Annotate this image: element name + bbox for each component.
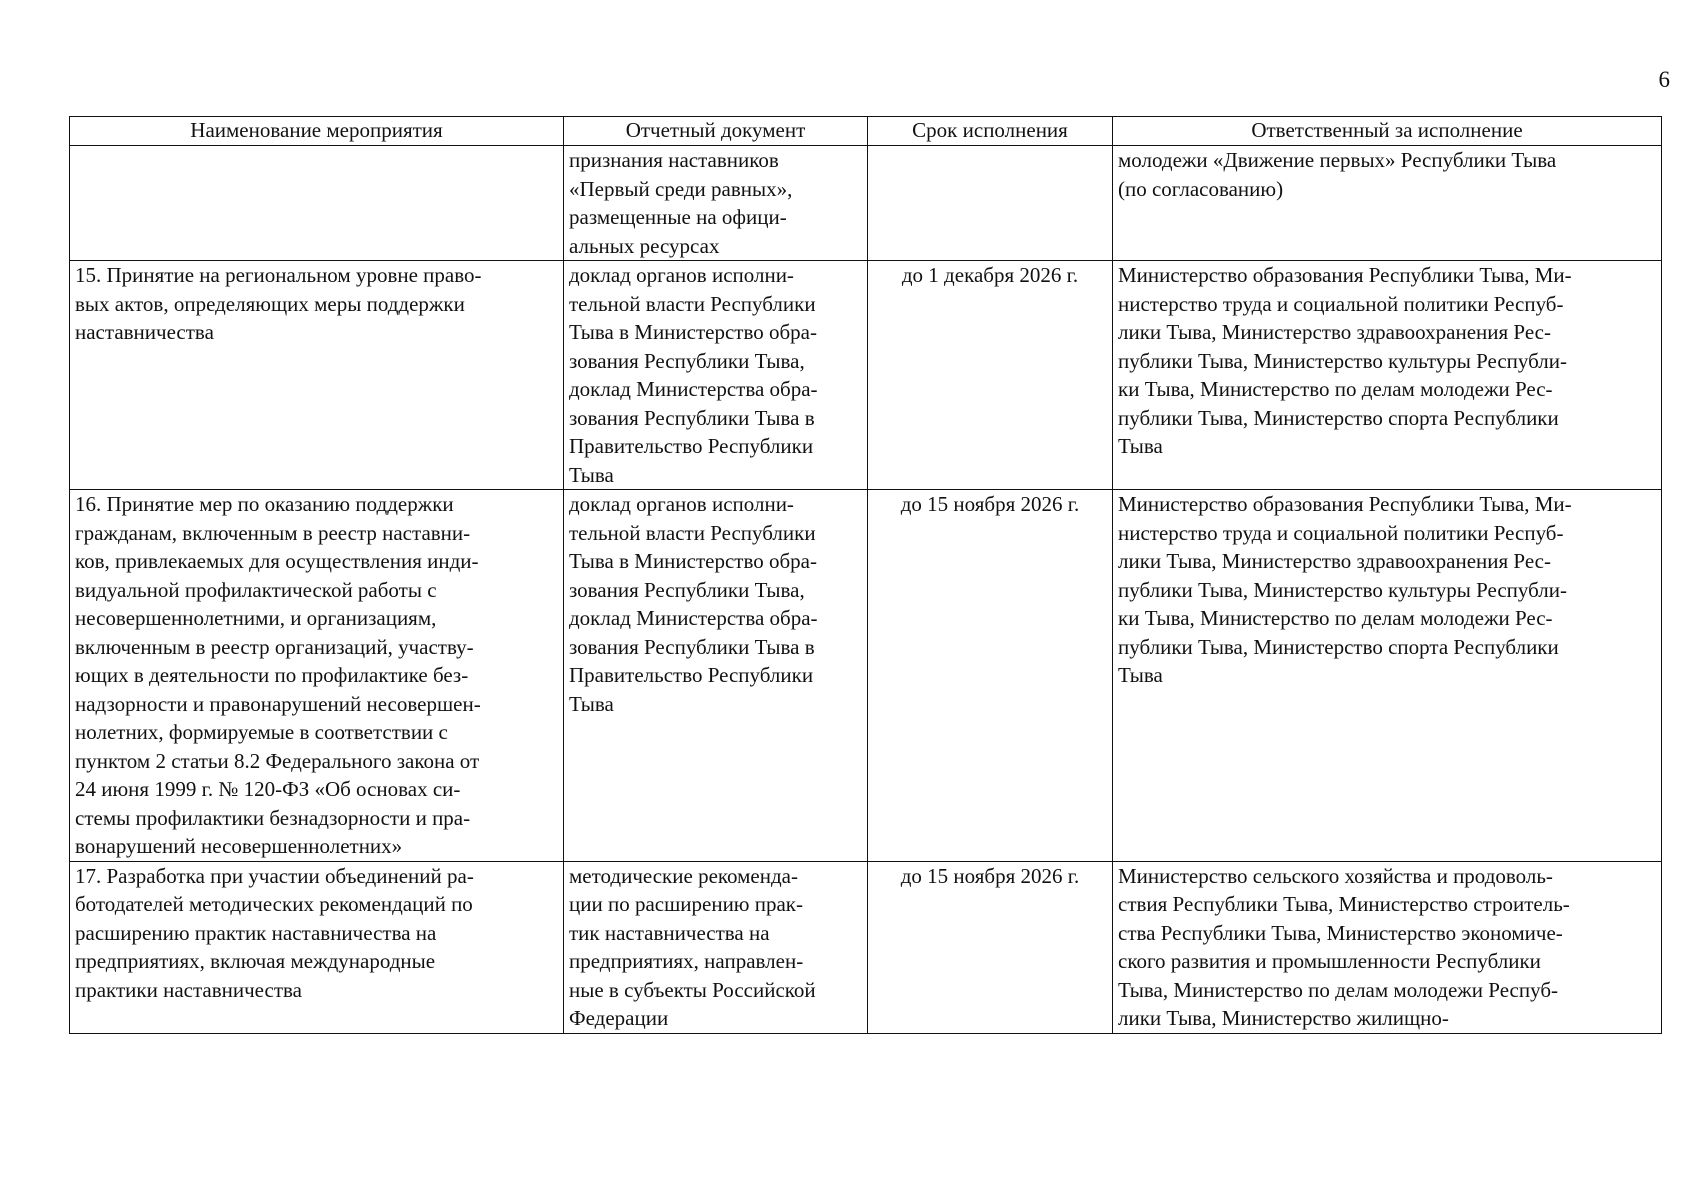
cell-text-line: методические рекоменда- [569, 863, 798, 888]
cell-text-line: публики Тыва, Министерство спорта Республики [1118, 405, 1559, 430]
cell-text-line: зования Республики Тыва в [569, 634, 815, 659]
cell-text-line: ботодателей методических рекомендаций по [75, 892, 473, 916]
cell-text-line: включенным в реестр организаций, участву- [75, 634, 474, 659]
cell-text-line: Тыва в Министерство обра- [569, 320, 817, 344]
cell-text-line: видуальной профилактической работы с [75, 577, 437, 602]
cell-text-line: лики Тыва, Министерство здравоохранения Рес- [1118, 549, 1551, 573]
cell-text-line: нистерство труда и социальной политики Респуб- [1118, 520, 1564, 545]
cell-text-line: альных ресурсах [569, 233, 720, 258]
event-cell [70, 490, 564, 862]
cell-text-line: тик наставничества на [569, 920, 770, 945]
cell-text-line: зования Республики Тыва, [569, 348, 805, 373]
table-row [70, 861, 1662, 1033]
document-cell [564, 146, 868, 261]
cell-text-line: практики наставничества [75, 977, 302, 1002]
deadline-cell [868, 490, 1113, 862]
table-body [70, 146, 1662, 1034]
cell-text-line: размещенные на офици- [569, 205, 787, 229]
cell-text-line: Министерство сельского хозяйства и продоволь- [1118, 863, 1553, 888]
events-table [69, 116, 1662, 1034]
header-document: Отчетный документ [564, 117, 868, 146]
page-number: 6 [1658, 67, 1670, 92]
cell-text-line: лики Тыва, Министерство здравоохранения Рес- [1118, 320, 1551, 344]
document-cell [564, 861, 868, 1033]
cell-text-line: Тыва в Министерство обра- [569, 549, 817, 573]
cell-text-line: расширению практик наставничества на [75, 920, 437, 945]
cell-text-line: ки Тыва, Министерство по делам молодежи Рес- [1118, 377, 1553, 401]
deadline-cell [868, 146, 1113, 261]
cell-text-line: Тыва, Министерство по делам молодежи Респуб- [1118, 977, 1559, 1002]
responsible-cell [1113, 490, 1662, 862]
cell-text-line: 17. Разработка при участии объединений ра- [75, 863, 474, 888]
cell-text-line: ков, привлекаемых для осуществления инди- [75, 549, 479, 573]
cell-text-line: предприятиях, включая международные [75, 949, 436, 973]
cell-text-line: до 1 декабря 2026 г. [901, 263, 1079, 287]
cell-text-line: до 15 ноября 2026 г. [900, 492, 1080, 516]
cell-text-line: 24 июня 1999 г. № 120-ФЗ «Об основах си- [75, 777, 461, 801]
cell-text-line: признания наставников [569, 148, 779, 172]
document-cell [564, 490, 868, 862]
cell-text-line: Министерство образования Республики Тыва, Ми- [1118, 492, 1572, 516]
cell-text-line: вых актов, определяющих меры поддержки [75, 291, 465, 316]
cell-text-line: Тыва [569, 691, 614, 716]
cell-text-line: тельной власти Республики [569, 520, 816, 545]
cell-text-line: публики Тыва, Министерство спорта Республики [1118, 634, 1559, 659]
cell-text-line: надзорности и правонарушений несовершен- [75, 691, 481, 716]
cell-text-line: ства Республики Тыва, Министерство экономиче- [1118, 920, 1563, 945]
header-responsible: Ответственный за исполнение [1113, 117, 1662, 146]
cell-text-line: 16. Принятие мер по оказанию поддержки [75, 492, 454, 516]
cell-text-line: Тыва [1118, 434, 1163, 458]
header-deadline: Срок исполнения [868, 117, 1113, 146]
cell-text-line: ные в субъекты Российской [569, 977, 816, 1002]
cell-text-line: зования Республики Тыва в [569, 405, 815, 430]
table-row [70, 146, 1662, 261]
cell-text-line: доклад Министерства обра- [569, 377, 818, 401]
event-cell [70, 146, 564, 261]
cell-text-line: ции по расширению прак- [569, 892, 803, 916]
cell-text-line: ющих в деятельности по профилактике без- [75, 663, 469, 687]
cell-text-line: «Первый среди равных», [569, 176, 793, 201]
responsible-cell [1113, 146, 1662, 261]
table-row [70, 490, 1662, 862]
deadline-cell [868, 861, 1113, 1033]
responsible-cell [1113, 261, 1662, 490]
event-cell [70, 861, 564, 1033]
cell-text-line: 15. Принятие на региональном уровне право- [75, 263, 482, 287]
table-header [70, 117, 1662, 146]
cell-text-line: доклад Министерства обра- [569, 606, 818, 630]
responsible-cell [1113, 861, 1662, 1033]
cell-text-line: Правительство Республики [569, 663, 814, 687]
cell-text-line: пунктом 2 статьи 8.2 Федерального закона от [75, 748, 480, 773]
cell-text-line: зования Республики Тыва, [569, 577, 805, 602]
cell-text-line: Правительство Республики [569, 434, 814, 458]
cell-text-line: ки Тыва, Министерство по делам молодежи Рес- [1118, 606, 1553, 630]
cell-text-line: доклад органов исполни- [569, 263, 794, 287]
cell-text-line: вонарушений несовершеннолетних» [75, 834, 403, 858]
cell-text-line: наставничества [75, 320, 214, 344]
cell-text-line: молодежи «Движение первых» Республики Тыва [1118, 148, 1557, 172]
cell-text-line: доклад органов исполни- [569, 492, 794, 516]
event-cell [70, 261, 564, 490]
table-row [70, 261, 1662, 490]
cell-text-line: публики Тыва, Министерство культуры Республи- [1118, 577, 1568, 602]
header-row [70, 117, 1662, 146]
cell-text-line: нолетних, формируемые в соответствии с [75, 720, 448, 744]
cell-text-line: предприятиях, направлен- [569, 949, 804, 973]
cell-text-line: ствия Республики Тыва, Министерство строитель- [1118, 892, 1570, 916]
cell-text-line: Тыва [1118, 663, 1163, 687]
cell-text-line: гражданам, включенным в реестр наставни- [75, 520, 471, 545]
header-event: Наименование мероприятия [70, 117, 564, 146]
cell-text-line: Тыва [569, 462, 614, 487]
cell-text-line: нистерство труда и социальной политики Респуб- [1118, 291, 1564, 316]
cell-text-line: публики Тыва, Министерство культуры Республи- [1118, 348, 1568, 373]
cell-text-line: лики Тыва, Министерство жилищно- [1118, 1006, 1449, 1030]
cell-text-line: тельной власти Республики [569, 291, 816, 316]
cell-text-line: ского развития и промышленности Республики [1118, 949, 1541, 973]
cell-text-line: Министерство образования Республики Тыва, Ми- [1118, 263, 1572, 287]
cell-text-line: несовершеннолетними, и организациям, [75, 606, 437, 630]
document-cell [564, 261, 868, 490]
cell-text-line: стемы профилактики безнадзорности и пра- [75, 805, 471, 830]
cell-text-line: Федерации [569, 1006, 669, 1030]
cell-text-line: (по согласованию) [1118, 176, 1284, 201]
cell-text-line: до 15 ноября 2026 г. [900, 863, 1080, 888]
deadline-cell [868, 261, 1113, 490]
